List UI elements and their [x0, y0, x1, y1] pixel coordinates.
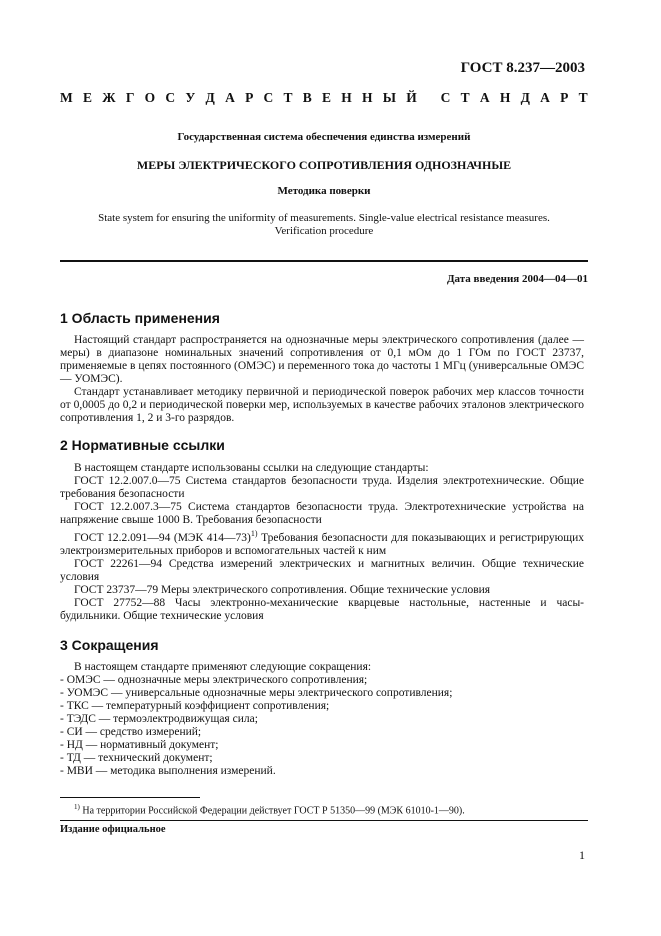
footnote-divider [60, 797, 200, 798]
footnote-text: На территории Российской Федерации действует ГОСТ Р 51350—99 (МЭК 61010-1—90). [82, 805, 465, 817]
reference-item: ГОСТ 12.2.007.0—75 Система стандартов безопасности труда. Изделия электротехнические. Общие требования безопасности [60, 475, 584, 500]
standard-type-letter: С [165, 90, 176, 105]
abbreviation-item: - ТКС — температурный коэффициент сопротивления; [60, 700, 330, 712]
standard-type-letter: М [60, 90, 73, 105]
standard-type-letter: Т [460, 90, 470, 105]
reference-code: ГОСТ 12.2.091—94 (МЭК 414—73) [74, 531, 251, 544]
abbreviation-item: - МВИ — методика выполнения измерений. [60, 765, 276, 777]
standard-type-letter: Д [205, 90, 215, 105]
reference-item [60, 527, 584, 558]
standard-type-letter: Ы [382, 90, 397, 105]
standard-type-letter: С [440, 90, 451, 105]
document-title: МЕРЫ ЭЛЕКТРИЧЕСКОГО СОПРОТИВЛЕНИЯ ОДНОЗНАЧНЫЕ [136, 158, 512, 172]
section-1-heading: 1 Область применения [60, 310, 220, 326]
section-1-paragraph: Настоящий стандарт распространяется на однозначные меры электрического сопротивления (далее — меры) в диапазоне номинальных значений сопротивления от 0,1 мОм до 1 ГОм по ГОСТ 23737, применяемые в цепях постоянного (ОМЭС) и переменного тока до частоты 1 МГц (универсальные ОМЭС — УОМЭС). [60, 334, 584, 385]
abbreviation-item: - ОМЭС — однозначные меры электрического сопротивления; [60, 674, 368, 686]
section-3-intro: В настоящем стандарте применяют следующие сокращения: [74, 661, 372, 673]
section-3-body [60, 661, 584, 778]
section-3-heading: 3 Сокращения [60, 637, 159, 653]
standard-type-letter: Д [520, 90, 530, 105]
abbreviation-item: - ТД — технический документ; [60, 752, 213, 764]
standard-type-letter [427, 90, 430, 106]
standard-type-letter: С [263, 90, 274, 105]
standard-type-letter: Й [406, 90, 417, 105]
standard-type-letter: Г [125, 90, 135, 105]
section-2-heading: 2 Нормативные ссылки [60, 437, 225, 453]
standard-type-letter: Н [362, 90, 373, 105]
standard-type-letter: А [540, 90, 550, 105]
reference-item: ГОСТ 22261—94 Средства измерений электрических и магнитных величин. Общие технические условия [60, 557, 584, 583]
section-1-body [60, 334, 584, 425]
english-title [60, 212, 588, 238]
footnote [74, 803, 465, 816]
standard-type-letter: Т [578, 90, 588, 105]
standard-type-letter: Н [341, 90, 352, 105]
standard-type-letter: Ж [102, 90, 116, 105]
standard-type-letter: Т [283, 90, 293, 105]
page-number: 1 [579, 848, 585, 862]
standard-type-letter: Р [560, 90, 569, 105]
intro-date: Дата введения 2004—04—01 [446, 273, 588, 285]
abbreviation-item: - СИ — средство измерений; [60, 726, 202, 738]
section-1-paragraph: Стандарт устанавливает методику первичной и периодической поверок рабочих мер классов точности от 0,0005 до 0,2 и периодической поверки мер, используемых в качестве рабочих эталонов электрического сопротивления 1, 2 и 3-го разрядов. [60, 386, 584, 424]
title-divider [60, 260, 588, 262]
reference-title: Требования безопасности для показывающих и регистрирующих электроизмерительных приборов и вспомогательных частей к ним [60, 531, 585, 557]
document-subtitle: Методика поверки [277, 185, 371, 197]
standard-type-heading [60, 90, 588, 106]
footnote-mark: 1) [74, 803, 80, 811]
footnote-marker: 1) [250, 529, 258, 538]
standard-type-letter: А [479, 90, 490, 105]
english-title-line1: State system for ensuring the uniformity of measurements. Single-value electrical resistance measures. [98, 212, 550, 224]
edition-label: Издание официальное [60, 824, 166, 835]
abbreviation-item: - ТЭДС — термоэлектродвижущая сила; [60, 713, 258, 725]
english-title-line2: Verification procedure [274, 225, 374, 237]
reference-item: ГОСТ 12.2.007.3—75 Система стандартов безопасности труда. Электротехнические устройства на напряжение свыше 1000 В. Требования безопасности [60, 501, 584, 526]
standard-type-letter: А [225, 90, 235, 105]
reference-item: ГОСТ 23737—79 Меры электрического сопротивления. Общие технические условия [74, 583, 491, 596]
standard-type-letter: У [185, 90, 196, 105]
standard-type-letter: Е [82, 90, 92, 105]
abbreviation-item: - НД — нормативный документ; [60, 739, 219, 751]
standard-type-letter: Н [499, 90, 511, 105]
edition-divider [60, 820, 588, 821]
section-2-body [60, 462, 584, 623]
standard-type-letter: О [144, 90, 156, 105]
standard-type-letter: Е [322, 90, 332, 105]
system-title: Государственная система обеспечения единства измерений [177, 131, 471, 143]
document-code: ГОСТ 8.237—2003 [460, 60, 585, 76]
reference-item: ГОСТ 27752—88 Часы электронно-механические кварцевые настольные, настенные и часы-будильники. Общие технические условия [60, 596, 584, 622]
section-2-intro: В настоящем стандарте использованы ссылки на следующие стандарты: [74, 462, 429, 474]
standard-type-letter: В [302, 90, 312, 105]
abbreviation-item: - УОМЭС — универсальные однозначные меры электрического сопротивления; [60, 687, 453, 699]
standard-type-letter: Р [245, 90, 254, 105]
